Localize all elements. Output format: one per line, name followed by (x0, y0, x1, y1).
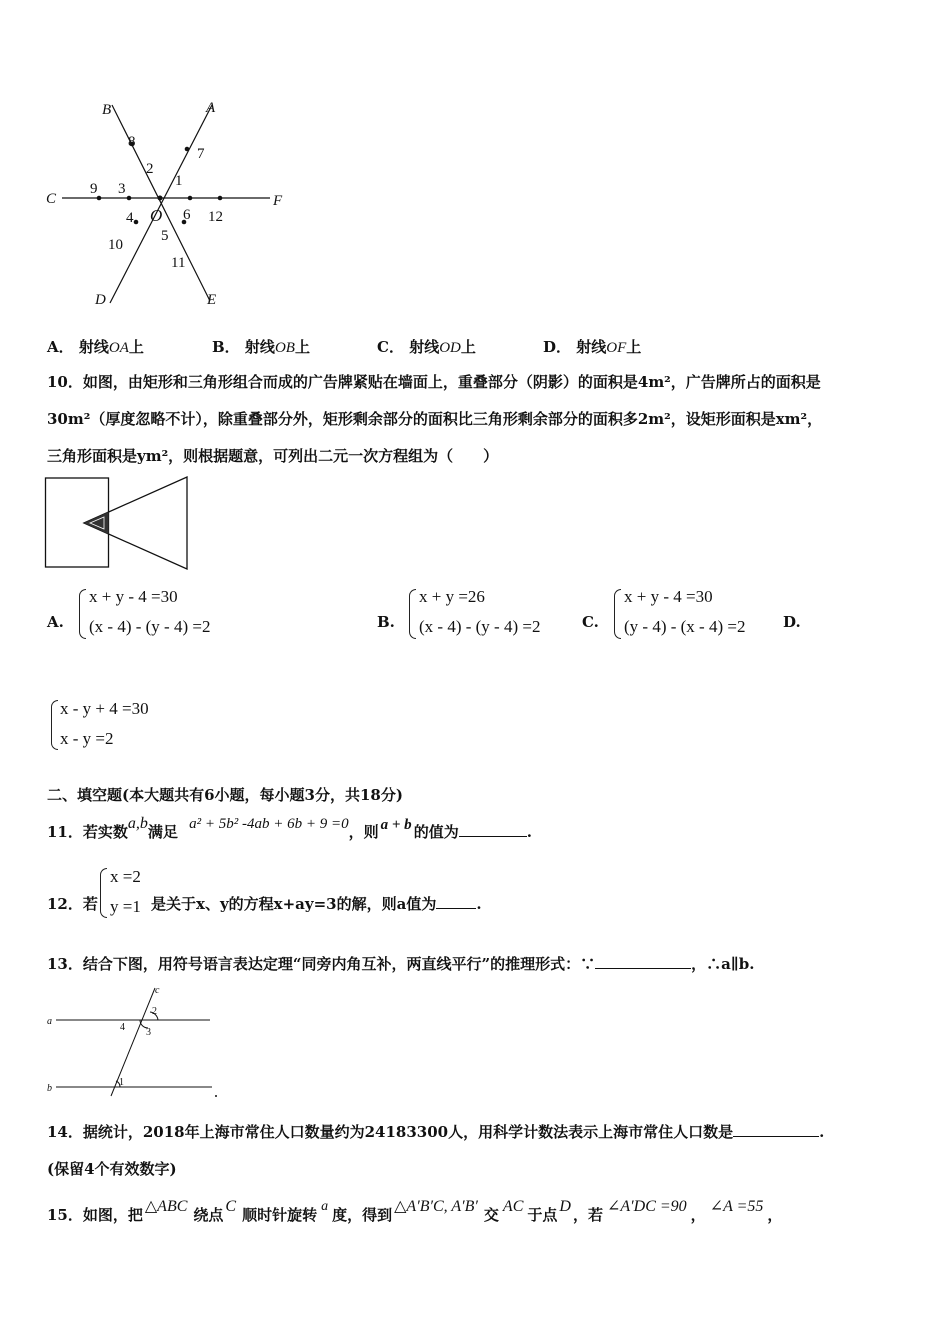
q10-line2: 30m²（厚度忽略不计），除重叠部分外，矩形剩余部分的面积比三角形剩余部分的面积多2m²，设矩形面积是xm²， (47, 410, 823, 428)
q12-pre: 12．若 (47, 895, 98, 913)
q15: 15．如图，把 △ABC 绕点 C 顺时针旋转 a 度，得到 △A′B′C, A′B′ 交 AC 于点 D ，若 ∠A′DC =90 ， ∠A =55 ， (47, 1198, 783, 1224)
q10-option-c-key: C. (582, 613, 599, 631)
figure-parallel-lines (44, 984, 224, 1102)
q11: 11．若实数a,b满足 a² + 5b² -4ab + 6b + 9 =0，则 a + b 的值为 . (47, 815, 532, 841)
point-label: 10 (108, 237, 123, 253)
line-label-a: a (47, 1016, 52, 1027)
point-label: 4 (126, 210, 134, 226)
q13-text: 13．结合下图，用符号语言表达定理“同旁内角互补，两直线平行”的推理形式：∵ ，∴a∥b. (47, 955, 755, 973)
q10-option-b-key: B. (377, 613, 395, 631)
line-label-c: c (155, 985, 160, 996)
q10-c-eq1: x + y - 4 =30 (624, 587, 713, 606)
point-label: 7 (197, 146, 205, 162)
q14-text: 14．据统计，2018年上海市常住人口数量约为24183300人，用科学计数法表示上海市常住人口数是 . (47, 1123, 825, 1141)
q12-text: 是关于x、y的方程x+ay=3的解，则a值为 . (151, 895, 482, 913)
line-label-b: b (47, 1083, 52, 1094)
q12-eq1: x =2 (110, 867, 141, 886)
q10-option-a-key: A. (47, 613, 64, 631)
q10-a-eq2: (x - 4) - (y - 4) =2 (89, 617, 211, 636)
q10-option-d-key: D. (783, 613, 801, 631)
point-label: 12 (208, 209, 223, 225)
label-E: E (207, 292, 217, 308)
angle-label-3: 3 (146, 1027, 151, 1038)
label-F: F (273, 193, 283, 209)
q9-option-c: C． 射线OD上 (377, 338, 476, 356)
angle-label-2: 2 (152, 1006, 157, 1017)
q10-line1: 10．如图，由矩形和三角形组合而成的广告牌紧贴在墙面上，重叠部分（阴影）的面积是4m²，广告牌所占的面积是 (47, 373, 821, 391)
point-label: 8 (128, 134, 136, 150)
q14-note: (保留4个有效数字) (47, 1160, 177, 1178)
angle-label-4: 4 (120, 1022, 125, 1033)
q10-d-eq1: x - y + 4 =30 (60, 699, 149, 718)
angle-label-1: 1 (119, 1077, 124, 1088)
q10-d-eq2: x - y =2 (60, 729, 114, 748)
label-O: O (150, 206, 163, 225)
point-label: 11 (171, 255, 186, 271)
label-D: D (95, 292, 106, 308)
label-B: B (102, 102, 112, 118)
q9-option-b: B． 射线OB上 (212, 338, 310, 356)
point-label: 3 (118, 181, 126, 197)
section-heading: 二、填空题(本大题共有6小题，每小题3分，共18分) (47, 786, 403, 804)
q9-option-a: A． 射线OA上 (47, 338, 144, 356)
q10-c-eq2: (y - 4) - (x - 4) =2 (624, 617, 746, 636)
point-label: 2 (146, 161, 154, 177)
point-label: 5 (161, 228, 169, 244)
point-label: 6 (183, 207, 191, 223)
q10-b-eq1: x + y =26 (419, 587, 485, 606)
label-C: C (46, 191, 57, 207)
point-label: 9 (90, 181, 98, 197)
point-O (158, 196, 163, 201)
label-A: A (206, 100, 216, 116)
q10-b-eq2: (x - 4) - (y - 4) =2 (419, 617, 541, 636)
figure-billboard (44, 474, 194, 570)
q12-eq2: y =1 (110, 897, 141, 916)
q9-option-d: D． 射线OF上 (543, 338, 642, 356)
point-label: 1 (175, 173, 183, 189)
figure-rays (40, 95, 300, 310)
q10-line3: 三角形面积是ym²，则根据题意，可列出二元一次方程组为（ ） (47, 447, 499, 465)
q10-a-eq1: x + y - 4 =30 (89, 587, 178, 606)
